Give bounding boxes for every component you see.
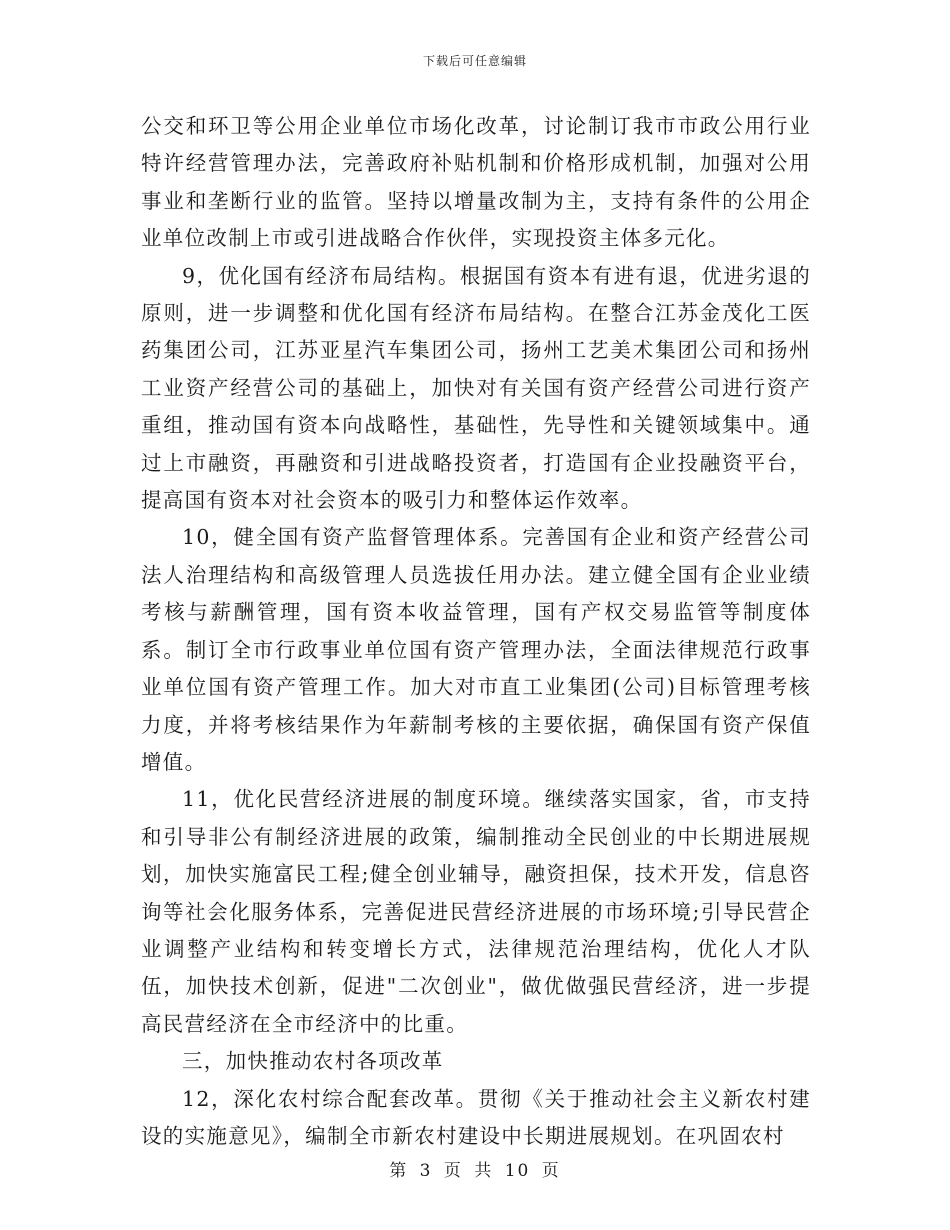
section-heading-3: 三，加快推动农村各项改革	[182, 1049, 444, 1074]
page-number-footer: 第 3 页 共 10 页	[389, 1161, 561, 1181]
paragraph-item-12: 12，深化农村综合配套改革。贯彻《关于推动社会主义新农村建设的实施意见》，编制全市新农村建设中长期进展规划。在巩固农村	[141, 1086, 811, 1148]
paragraph-item-9: 9，优化国有经济布局结构。根据国有资本有进有退，优进劣退的原则，进一步调整和优化国有经济布局结构。在整合江苏金茂化工医药集团公司，江苏亚星汽车集团公司，扬州工艺美术集团公司和扬州工业资产经营公司的基础上，加快对有关国有资产经营公司进行资产重组，推动国有资本向战略性，基础性，先导性和关键领域集中。通过上市融资，再融资和引进战略投资者，打造国有企业投融资平台，提高国有资本对社会资本的吸引力和整体运作效率。	[141, 263, 811, 513]
document-body	[141, 108, 811, 1155]
page-header: 下载后可任意编辑	[422, 54, 527, 68]
paragraph-item-10: 10，健全国有资产监督管理体系。完善国有企业和资产经营公司法人治理结构和高级管理人员选拔任用办法。建立健全国有企业业绩考核与薪酬管理，国有资本收益管理，国有产权交易监管等制度体系。制订全市行政事业单位国有资产管理办法，全面法律规范行政事业单位国有资产管理工作。加大对市直工业集团(公司)目标管理考核力度，并将考核结果作为年薪制考核的主要依据，确保国有资产保值增值。	[141, 525, 811, 774]
paragraph-continuation: 公交和环卫等公用企业单位市场化改革，讨论制订我市市政公用行业特许经营管理办法，完善政府补贴机制和价格形成机制，加强对公用事业和垄断行业的监管。坚持以增量改制为主，支持有条件的公用企业单位改制上市或引进战略合作伙伴，实现投资主体多元化。	[141, 114, 811, 251]
paragraph-item-11: 11，优化民营经济进展的制度环境。继续落实国家，省，市支持和引导非公有制经济进展的政策，编制推动全民创业的中长期进展规划，加快实施富民工程;健全创业辅导，融资担保，技术开发，信息咨询等社会化服务体系，完善促进民营经济进展的市场环境;引导民营企业调整产业结构和转变增长方式，法律规范治理结构，优化人才队伍，加快技术创新，促进"二次创业"，做优做强民营经济，进一步提高民营经济在全市经济中的比重。	[141, 787, 811, 1036]
